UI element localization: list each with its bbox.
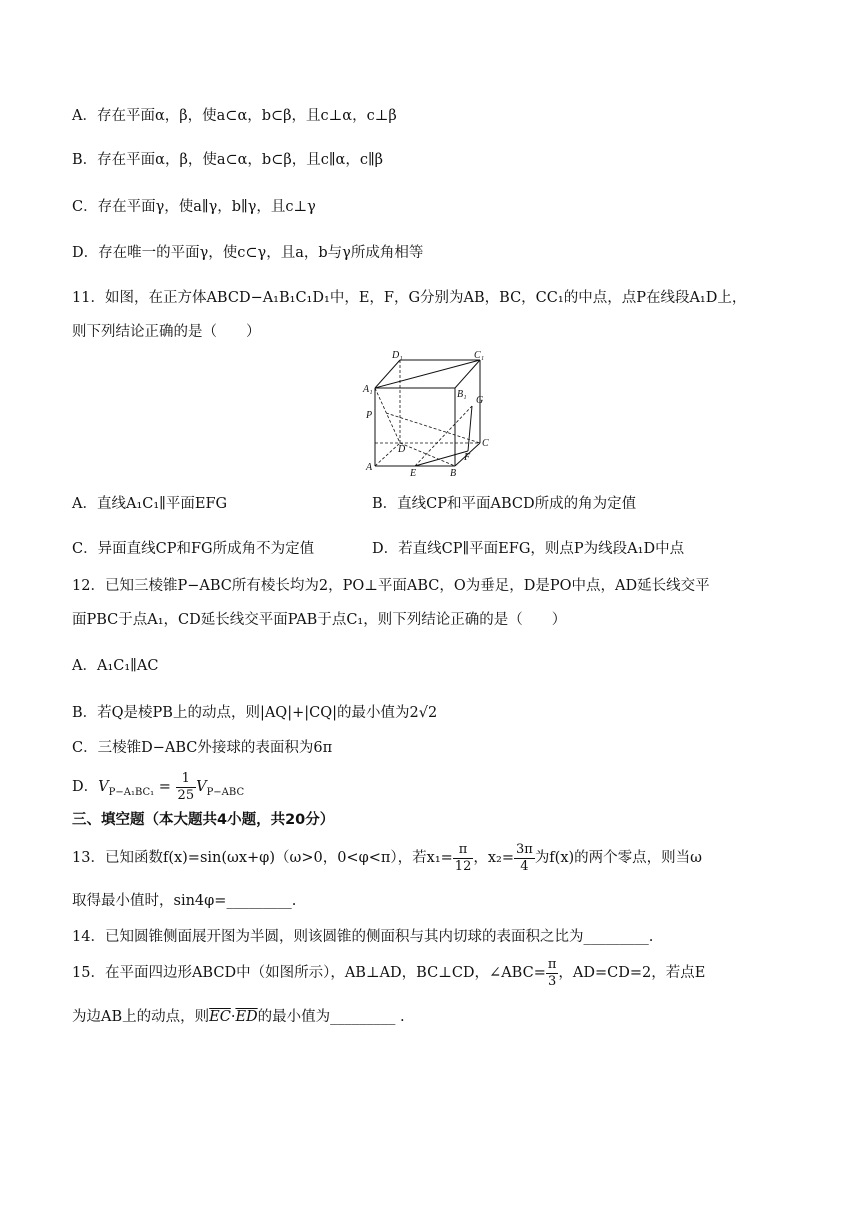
label-p: P — [366, 410, 373, 421]
q12-option-a: A．A₁C₁∥AC — [72, 658, 159, 674]
q13-stem-line2: 取得最小值时，sin4φ=_________. — [72, 893, 297, 909]
label-b1: B₁ — [457, 389, 467, 400]
q13-part3: 为f(x)的两个零点，则当ω — [534, 850, 702, 866]
q13-frac1 — [453, 842, 474, 875]
q11-stem-line2: 则下列结论正确的是（ ） — [72, 324, 261, 340]
q15-stem-line2 — [72, 1007, 405, 1027]
q10-option-b: B．存在平面α，β，使a⊂α，b⊂β，且c∥α，c∥β — [72, 152, 384, 168]
q11-option-d: D．若直线CP∥平面EFG，则点P为线段A₁D中点 — [372, 541, 685, 557]
q12-d-den: 25 — [177, 787, 195, 803]
q12-d-fraction — [176, 771, 197, 804]
q10-option-c: C．存在平面γ，使a∥γ，b∥γ，且c⊥γ — [72, 199, 316, 215]
q14-stem: 14．已知圆锥侧面展开图为半圆，则该圆锥的侧面积与其内切球的表面积之比为_________. — [72, 929, 654, 945]
q13-frac2-den: 4 — [520, 858, 529, 874]
q12-option-c: C．三棱锥D−ABC外接球的表面积为6π — [72, 740, 333, 756]
q12-d-rhs-sub: P−ABC — [206, 786, 245, 798]
label-f: F — [464, 452, 471, 463]
q15-line2-prefix: 为边AB上的动点，则 — [72, 1009, 210, 1025]
q12-d-lhs-sub: P−A₁BC₁ — [108, 786, 155, 798]
q11-option-c: C．异面直线CP和FG所成角不为定值 — [72, 541, 315, 557]
label-d: D — [398, 444, 406, 455]
label-c: C — [482, 438, 489, 449]
q15-frac — [546, 957, 559, 990]
q10-option-a: A．存在平面α，β，使a⊂α，b⊂β，且c⊥α，c⊥β — [72, 108, 397, 124]
q15-vec-ec: $\overline{EC}$ — [209, 1009, 231, 1025]
label-c1: C₁ — [474, 350, 485, 361]
q13-frac2 — [514, 842, 535, 875]
q11-option-a: A．直线A₁C₁∥平面EFG — [72, 496, 228, 512]
q15-stem-line1 — [72, 955, 705, 991]
label-a1: A₁ — [363, 384, 373, 395]
cube-figure — [360, 348, 490, 478]
q12-d-num: 1 — [176, 771, 197, 788]
q10-option-d: D．存在唯一的平面γ，使c⊂γ，且a，b与γ所成角相等 — [72, 245, 424, 261]
q11-option-b: B．直线CP和平面ABCD所成的角为定值 — [372, 496, 637, 512]
label-b: B — [450, 468, 457, 478]
label-g: G — [476, 395, 484, 406]
q12-d-lhs: V — [98, 779, 109, 795]
label-e: E — [410, 468, 417, 478]
q15-part2: ，AD=CD=2，若点E — [558, 965, 706, 981]
q12-d-rhs: V — [196, 779, 207, 795]
q13-part1: 13．已知函数f(x)=sin(ωx+φ)（ω>0，0<φ<π），若x₁= — [72, 850, 453, 866]
q13-part2: ，x₂= — [473, 850, 514, 866]
q12-d-prefix: D． — [72, 779, 99, 795]
q15-part1: 15．在平面四边形ABCD中（如图所示），AB⊥AD，BC⊥CD，∠ABC= — [72, 965, 546, 981]
q12-option-b: B．若Q是棱PB上的动点，则|AQ|+|CQ|的最小值为2√2 — [72, 705, 438, 721]
q15-frac-den: 3 — [547, 973, 557, 989]
q13-stem-line1 — [72, 840, 702, 876]
q12-stem-line2: 面PBC于点A₁，CD延长线交平面PAB于点C₁，则下列结论正确的是（ ） — [72, 612, 567, 628]
q15-dot: · — [230, 1009, 236, 1025]
q15-frac-num: π — [547, 956, 557, 972]
section3-heading: 三、填空题（本大题共4小题，共20分） — [72, 812, 335, 828]
q12-option-d — [72, 768, 244, 812]
q13-frac1-num: π — [453, 842, 474, 859]
q13-frac1-den: 12 — [454, 858, 472, 874]
label-d1: D₁ — [392, 350, 403, 361]
q12-stem-line1: 12．已知三棱锥P−ABC所有棱长均为2，PO⊥平面ABC，O为垂足，D是PO中点，AD延长线交平 — [72, 578, 710, 594]
label-a: A — [366, 462, 373, 473]
q15-line2-suffix: 的最小值为_________ . — [257, 1009, 405, 1025]
q12-d-eq: = — [158, 779, 171, 795]
q11-stem-line1: 11．如图，在正方体ABCD−A₁B₁C₁D₁中，E，F，G分别为AB，BC，CC₁的中点，点P在线段A₁D上， — [72, 290, 747, 306]
q13-frac2-num: 3π — [515, 841, 533, 857]
q15-vec-ed: $\overline{ED}$ — [235, 1009, 258, 1025]
